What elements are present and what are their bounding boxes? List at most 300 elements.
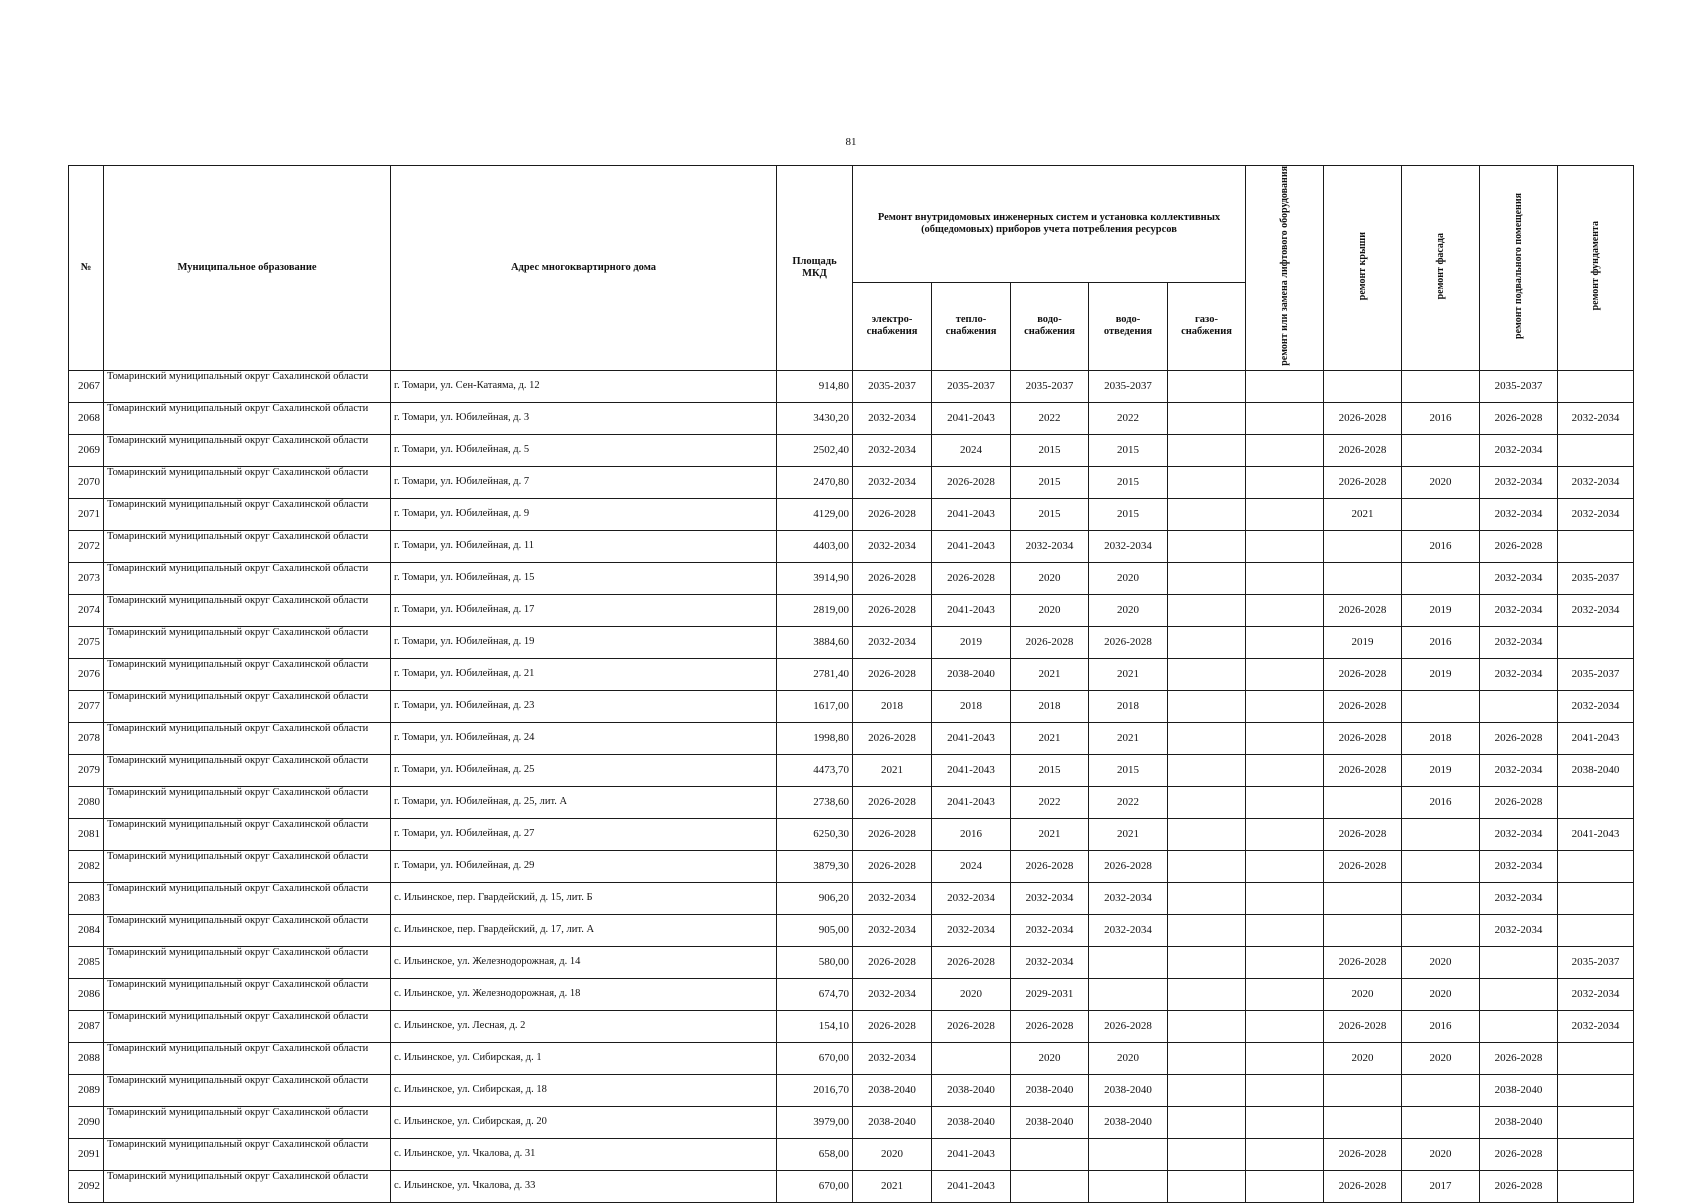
heat-cell: 2018 xyxy=(932,690,1011,722)
row-number: 2079 xyxy=(69,754,104,786)
basement-cell: 2026-2028 xyxy=(1480,1138,1558,1170)
address-cell: г. Томари, ул. Юбилейная, д. 29 xyxy=(391,850,777,882)
table-row xyxy=(69,754,1634,786)
foundation-cell xyxy=(1558,1106,1634,1138)
header-systems-group: Ремонт внутридомовых инженерных систем и установка коллективных (общедомовых) приборов учета потребления ресурсов xyxy=(853,166,1246,283)
gas-cell xyxy=(1168,1010,1246,1042)
foundation-cell xyxy=(1558,370,1634,402)
gas-cell xyxy=(1168,722,1246,754)
basement-cell: 2032-2034 xyxy=(1480,594,1558,626)
water-drain-cell: 2035-2037 xyxy=(1089,370,1168,402)
gas-cell xyxy=(1168,1074,1246,1106)
basement-cell: 2032-2034 xyxy=(1480,466,1558,498)
facade-cell: 2019 xyxy=(1402,658,1480,690)
electro-cell: 2035-2037 xyxy=(853,370,932,402)
facade-cell xyxy=(1402,818,1480,850)
address-cell: с. Ильинское, ул. Железнодорожная, д. 14 xyxy=(391,946,777,978)
address-cell: г. Томари, ул. Юбилейная, д. 23 xyxy=(391,690,777,722)
heat-cell: 2041-2043 xyxy=(932,530,1011,562)
header-facade xyxy=(1402,166,1480,371)
header-address: Адрес многоквартирного дома xyxy=(391,166,777,371)
header-water-supply: водо-снабжения xyxy=(1011,282,1089,370)
municipality-cell: Томаринский муниципальный округ Сахалинской области xyxy=(104,466,391,498)
municipality-cell: Томаринский муниципальный округ Сахалинской области xyxy=(104,786,391,818)
gas-cell xyxy=(1168,530,1246,562)
heat-cell: 2024 xyxy=(932,434,1011,466)
roof-cell xyxy=(1324,1106,1402,1138)
area-cell: 905,00 xyxy=(777,914,853,946)
electro-cell: 2032-2034 xyxy=(853,466,932,498)
roof-cell: 2026-2028 xyxy=(1324,722,1402,754)
water-supply-cell: 2020 xyxy=(1011,562,1089,594)
header-water-drain: водо-отведения xyxy=(1089,282,1168,370)
municipality-cell: Томаринский муниципальный округ Сахалинской области xyxy=(104,722,391,754)
lift-cell xyxy=(1246,850,1324,882)
header-electro: электро-снабжения xyxy=(853,282,932,370)
area-cell: 4403,00 xyxy=(777,530,853,562)
gas-cell xyxy=(1168,818,1246,850)
address-cell: с. Ильинское, ул. Сибирская, д. 1 xyxy=(391,1042,777,1074)
gas-cell xyxy=(1168,1106,1246,1138)
electro-cell: 2026-2028 xyxy=(853,498,932,530)
heat-cell: 2038-2040 xyxy=(932,1074,1011,1106)
header-foundation xyxy=(1558,166,1634,371)
table-row xyxy=(69,402,1634,434)
area-cell: 3879,30 xyxy=(777,850,853,882)
roof-cell: 2026-2028 xyxy=(1324,850,1402,882)
water-supply-cell: 2015 xyxy=(1011,498,1089,530)
table-row xyxy=(69,562,1634,594)
table-row xyxy=(69,690,1634,722)
header-basement-label: ремонт подвального помещения xyxy=(1513,192,1524,339)
municipality-cell: Томаринский муниципальный округ Сахалинской области xyxy=(104,434,391,466)
roof-cell xyxy=(1324,914,1402,946)
foundation-cell xyxy=(1558,434,1634,466)
foundation-cell xyxy=(1558,1170,1634,1202)
facade-cell xyxy=(1402,1106,1480,1138)
water-drain-cell xyxy=(1089,978,1168,1010)
foundation-cell xyxy=(1558,1042,1634,1074)
water-drain-cell: 2015 xyxy=(1089,754,1168,786)
water-supply-cell: 2022 xyxy=(1011,402,1089,434)
basement-cell: 2026-2028 xyxy=(1480,1170,1558,1202)
foundation-cell: 2032-2034 xyxy=(1558,594,1634,626)
roof-cell: 2026-2028 xyxy=(1324,658,1402,690)
water-drain-cell: 2021 xyxy=(1089,818,1168,850)
municipality-cell: Томаринский муниципальный округ Сахалинской области xyxy=(104,1106,391,1138)
gas-cell xyxy=(1168,786,1246,818)
gas-cell xyxy=(1168,370,1246,402)
facade-cell xyxy=(1402,1074,1480,1106)
lift-cell xyxy=(1246,402,1324,434)
facade-cell xyxy=(1402,562,1480,594)
address-cell: г. Томари, ул. Юбилейная, д. 19 xyxy=(391,626,777,658)
table-row xyxy=(69,434,1634,466)
facade-cell: 2016 xyxy=(1402,1010,1480,1042)
lift-cell xyxy=(1246,594,1324,626)
roof-cell: 2026-2028 xyxy=(1324,402,1402,434)
municipality-cell: Томаринский муниципальный округ Сахалинской области xyxy=(104,530,391,562)
electro-cell: 2032-2034 xyxy=(853,530,932,562)
lift-cell xyxy=(1246,1042,1324,1074)
area-cell: 2781,40 xyxy=(777,658,853,690)
roof-cell: 2026-2028 xyxy=(1324,818,1402,850)
lift-cell xyxy=(1246,882,1324,914)
roof-cell: 2026-2028 xyxy=(1324,1138,1402,1170)
electro-cell: 2026-2028 xyxy=(853,818,932,850)
water-drain-cell: 2032-2034 xyxy=(1089,882,1168,914)
foundation-cell xyxy=(1558,530,1634,562)
water-drain-cell xyxy=(1089,946,1168,978)
row-number: 2085 xyxy=(69,946,104,978)
basement-cell: 2026-2028 xyxy=(1480,402,1558,434)
area-cell: 4473,70 xyxy=(777,754,853,786)
lift-cell xyxy=(1246,498,1324,530)
foundation-cell: 2032-2034 xyxy=(1558,402,1634,434)
foundation-cell xyxy=(1558,626,1634,658)
gas-cell xyxy=(1168,434,1246,466)
foundation-cell xyxy=(1558,850,1634,882)
water-supply-cell xyxy=(1011,1138,1089,1170)
water-supply-cell: 2022 xyxy=(1011,786,1089,818)
gas-cell xyxy=(1168,882,1246,914)
area-cell: 914,80 xyxy=(777,370,853,402)
page-number: 81 xyxy=(845,136,857,148)
row-number: 2068 xyxy=(69,402,104,434)
address-cell: г. Томари, ул. Юбилейная, д. 5 xyxy=(391,434,777,466)
water-drain-cell: 2015 xyxy=(1089,466,1168,498)
table-row xyxy=(69,530,1634,562)
electro-cell: 2026-2028 xyxy=(853,658,932,690)
gas-cell xyxy=(1168,402,1246,434)
water-drain-cell: 2020 xyxy=(1089,1042,1168,1074)
basement-cell: 2035-2037 xyxy=(1480,370,1558,402)
lift-cell xyxy=(1246,1170,1324,1202)
municipality-cell: Томаринский муниципальный округ Сахалинской области xyxy=(104,626,391,658)
header-facade-label: ремонт фасада xyxy=(1435,232,1446,300)
facade-cell: 2020 xyxy=(1402,1042,1480,1074)
address-cell: г. Томари, ул. Юбилейная, д. 7 xyxy=(391,466,777,498)
table-row xyxy=(69,658,1634,690)
facade-cell xyxy=(1402,882,1480,914)
table-body xyxy=(69,370,1634,1202)
facade-cell: 2019 xyxy=(1402,754,1480,786)
lift-cell xyxy=(1246,946,1324,978)
municipality-cell: Томаринский муниципальный округ Сахалинской области xyxy=(104,754,391,786)
heat-cell: 2041-2043 xyxy=(932,1170,1011,1202)
heat-cell: 2038-2040 xyxy=(932,1106,1011,1138)
row-number: 2078 xyxy=(69,722,104,754)
water-drain-cell: 2021 xyxy=(1089,722,1168,754)
area-cell: 906,20 xyxy=(777,882,853,914)
gas-cell xyxy=(1168,946,1246,978)
address-cell: г. Томари, ул. Юбилейная, д. 3 xyxy=(391,402,777,434)
row-number: 2077 xyxy=(69,690,104,722)
water-supply-cell: 2035-2037 xyxy=(1011,370,1089,402)
table-row xyxy=(69,786,1634,818)
electro-cell: 2026-2028 xyxy=(853,1010,932,1042)
municipality-cell: Томаринский муниципальный округ Сахалинской области xyxy=(104,402,391,434)
water-supply-cell: 2038-2040 xyxy=(1011,1074,1089,1106)
heat-cell: 2041-2043 xyxy=(932,498,1011,530)
facade-cell: 2019 xyxy=(1402,594,1480,626)
water-supply-cell xyxy=(1011,1170,1089,1202)
row-number: 2086 xyxy=(69,978,104,1010)
address-cell: г. Томари, ул. Юбилейная, д. 17 xyxy=(391,594,777,626)
electro-cell: 2026-2028 xyxy=(853,722,932,754)
roof-cell: 2026-2028 xyxy=(1324,690,1402,722)
header-lift-label: ремонт или замена лифтового оборудования xyxy=(1279,166,1290,366)
water-drain-cell: 2038-2040 xyxy=(1089,1074,1168,1106)
electro-cell: 2032-2034 xyxy=(853,1042,932,1074)
facade-cell: 2017 xyxy=(1402,1170,1480,1202)
gas-cell xyxy=(1168,1170,1246,1202)
foundation-cell xyxy=(1558,1074,1634,1106)
area-cell: 3430,20 xyxy=(777,402,853,434)
heat-cell: 2041-2043 xyxy=(932,402,1011,434)
row-number: 2074 xyxy=(69,594,104,626)
electro-cell: 2032-2034 xyxy=(853,402,932,434)
gas-cell xyxy=(1168,594,1246,626)
foundation-cell: 2032-2034 xyxy=(1558,978,1634,1010)
table-row xyxy=(69,466,1634,498)
facade-cell: 2020 xyxy=(1402,466,1480,498)
water-supply-cell: 2021 xyxy=(1011,658,1089,690)
water-drain-cell: 2026-2028 xyxy=(1089,626,1168,658)
header-municipality: Муниципальное образование xyxy=(104,166,391,371)
lift-cell xyxy=(1246,1138,1324,1170)
electro-cell: 2032-2034 xyxy=(853,434,932,466)
heat-cell: 2041-2043 xyxy=(932,786,1011,818)
area-cell: 1617,00 xyxy=(777,690,853,722)
water-supply-cell: 2015 xyxy=(1011,434,1089,466)
area-cell: 1998,80 xyxy=(777,722,853,754)
roof-cell: 2026-2028 xyxy=(1324,946,1402,978)
heat-cell: 2020 xyxy=(932,978,1011,1010)
electro-cell: 2032-2034 xyxy=(853,626,932,658)
heat-cell: 2024 xyxy=(932,850,1011,882)
basement-cell: 2032-2034 xyxy=(1480,498,1558,530)
lift-cell xyxy=(1246,914,1324,946)
electro-cell: 2032-2034 xyxy=(853,978,932,1010)
row-number: 2084 xyxy=(69,914,104,946)
roof-cell xyxy=(1324,370,1402,402)
heat-cell: 2041-2043 xyxy=(932,594,1011,626)
lift-cell xyxy=(1246,1106,1324,1138)
water-supply-cell: 2020 xyxy=(1011,1042,1089,1074)
row-number: 2089 xyxy=(69,1074,104,1106)
facade-cell: 2016 xyxy=(1402,626,1480,658)
address-cell: с. Ильинское, ул. Чкалова, д. 33 xyxy=(391,1170,777,1202)
water-supply-cell: 2026-2028 xyxy=(1011,626,1089,658)
municipality-cell: Томаринский муниципальный округ Сахалинской области xyxy=(104,1138,391,1170)
basement-cell: 2032-2034 xyxy=(1480,562,1558,594)
row-number: 2076 xyxy=(69,658,104,690)
heat-cell: 2026-2028 xyxy=(932,946,1011,978)
header-row-group xyxy=(69,166,1634,283)
water-supply-cell: 2021 xyxy=(1011,818,1089,850)
basement-cell: 2026-2028 xyxy=(1480,530,1558,562)
area-cell: 2016,70 xyxy=(777,1074,853,1106)
area-cell: 674,70 xyxy=(777,978,853,1010)
address-cell: с. Ильинское, ул. Сибирская, д. 20 xyxy=(391,1106,777,1138)
facade-cell: 2016 xyxy=(1402,402,1480,434)
address-cell: г. Томари, ул. Юбилейная, д. 9 xyxy=(391,498,777,530)
foundation-cell: 2035-2037 xyxy=(1558,658,1634,690)
facade-cell: 2016 xyxy=(1402,786,1480,818)
water-drain-cell: 2032-2034 xyxy=(1089,530,1168,562)
lift-cell xyxy=(1246,690,1324,722)
basement-cell: 2032-2034 xyxy=(1480,754,1558,786)
electro-cell: 2021 xyxy=(853,1170,932,1202)
address-cell: г. Томари, ул. Юбилейная, д. 21 xyxy=(391,658,777,690)
roof-cell: 2026-2028 xyxy=(1324,1170,1402,1202)
water-drain-cell: 2038-2040 xyxy=(1089,1106,1168,1138)
basement-cell: 2032-2034 xyxy=(1480,914,1558,946)
row-number: 2072 xyxy=(69,530,104,562)
municipality-cell: Томаринский муниципальный округ Сахалинской области xyxy=(104,1170,391,1202)
municipality-cell: Томаринский муниципальный округ Сахалинской области xyxy=(104,882,391,914)
facade-cell xyxy=(1402,850,1480,882)
water-supply-cell: 2020 xyxy=(1011,594,1089,626)
lift-cell xyxy=(1246,786,1324,818)
row-number: 2073 xyxy=(69,562,104,594)
facade-cell: 2016 xyxy=(1402,530,1480,562)
basement-cell: 2032-2034 xyxy=(1480,658,1558,690)
foundation-cell: 2032-2034 xyxy=(1558,466,1634,498)
gas-cell xyxy=(1168,690,1246,722)
water-drain-cell: 2015 xyxy=(1089,434,1168,466)
table-row xyxy=(69,946,1634,978)
municipality-cell: Томаринский муниципальный округ Сахалинской области xyxy=(104,818,391,850)
basement-cell: 2032-2034 xyxy=(1480,850,1558,882)
municipality-cell: Томаринский муниципальный округ Сахалинской области xyxy=(104,946,391,978)
heat-cell: 2026-2028 xyxy=(932,466,1011,498)
gas-cell xyxy=(1168,498,1246,530)
roof-cell xyxy=(1324,1074,1402,1106)
basement-cell: 2032-2034 xyxy=(1480,626,1558,658)
area-cell: 670,00 xyxy=(777,1170,853,1202)
row-number: 2088 xyxy=(69,1042,104,1074)
heat-cell: 2032-2034 xyxy=(932,882,1011,914)
water-drain-cell: 2015 xyxy=(1089,498,1168,530)
address-cell: г. Томари, ул. Юбилейная, д. 11 xyxy=(391,530,777,562)
gas-cell xyxy=(1168,914,1246,946)
water-drain-cell: 2022 xyxy=(1089,402,1168,434)
water-drain-cell: 2026-2028 xyxy=(1089,1010,1168,1042)
table-row xyxy=(69,1010,1634,1042)
water-supply-cell: 2018 xyxy=(1011,690,1089,722)
gas-cell xyxy=(1168,466,1246,498)
table-row xyxy=(69,1138,1634,1170)
gas-cell xyxy=(1168,754,1246,786)
electro-cell: 2032-2034 xyxy=(853,914,932,946)
water-supply-cell: 2015 xyxy=(1011,754,1089,786)
header-gas: газо-снабжения xyxy=(1168,282,1246,370)
water-drain-cell: 2026-2028 xyxy=(1089,850,1168,882)
basement-cell xyxy=(1480,978,1558,1010)
area-cell: 154,10 xyxy=(777,1010,853,1042)
area-cell: 2470,80 xyxy=(777,466,853,498)
address-cell: с. Ильинское, ул. Железнодорожная, д. 18 xyxy=(391,978,777,1010)
basement-cell: 2038-2040 xyxy=(1480,1106,1558,1138)
electro-cell: 2021 xyxy=(853,754,932,786)
area-cell: 2502,40 xyxy=(777,434,853,466)
water-supply-cell: 2026-2028 xyxy=(1011,850,1089,882)
heat-cell: 2026-2028 xyxy=(932,562,1011,594)
electro-cell: 2032-2034 xyxy=(853,882,932,914)
area-cell: 3979,00 xyxy=(777,1106,853,1138)
lift-cell xyxy=(1246,658,1324,690)
water-supply-cell: 2026-2028 xyxy=(1011,1010,1089,1042)
lift-cell xyxy=(1246,530,1324,562)
facade-cell: 2020 xyxy=(1402,978,1480,1010)
foundation-cell: 2041-2043 xyxy=(1558,818,1634,850)
area-cell: 580,00 xyxy=(777,946,853,978)
heat-cell: 2041-2043 xyxy=(932,754,1011,786)
foundation-cell xyxy=(1558,914,1634,946)
row-number: 2082 xyxy=(69,850,104,882)
municipality-cell: Томаринский муниципальный округ Сахалинской области xyxy=(104,594,391,626)
lift-cell xyxy=(1246,1074,1324,1106)
area-cell: 658,00 xyxy=(777,1138,853,1170)
water-supply-cell: 2038-2040 xyxy=(1011,1106,1089,1138)
roof-cell: 2026-2028 xyxy=(1324,1010,1402,1042)
electro-cell: 2018 xyxy=(853,690,932,722)
facade-cell xyxy=(1402,370,1480,402)
roof-cell: 2026-2028 xyxy=(1324,754,1402,786)
gas-cell xyxy=(1168,626,1246,658)
roof-cell: 2026-2028 xyxy=(1324,434,1402,466)
gas-cell xyxy=(1168,562,1246,594)
electro-cell: 2026-2028 xyxy=(853,850,932,882)
basement-cell xyxy=(1480,1010,1558,1042)
gas-cell xyxy=(1168,658,1246,690)
roof-cell xyxy=(1324,530,1402,562)
municipality-cell: Томаринский муниципальный округ Сахалинской области xyxy=(104,1042,391,1074)
header-area: Площадь МКД xyxy=(777,166,853,371)
lift-cell xyxy=(1246,466,1324,498)
address-cell: с. Ильинское, ул. Сибирская, д. 18 xyxy=(391,1074,777,1106)
header-roof xyxy=(1324,166,1402,371)
gas-cell xyxy=(1168,1138,1246,1170)
heat-cell: 2035-2037 xyxy=(932,370,1011,402)
lift-cell xyxy=(1246,722,1324,754)
water-drain-cell: 2032-2034 xyxy=(1089,914,1168,946)
lift-cell xyxy=(1246,754,1324,786)
lift-cell xyxy=(1246,978,1324,1010)
address-cell: с. Ильинское, пер. Гвардейский, д. 15, лит. Б xyxy=(391,882,777,914)
gas-cell xyxy=(1168,978,1246,1010)
row-number: 2080 xyxy=(69,786,104,818)
table-row xyxy=(69,1042,1634,1074)
heat-cell: 2026-2028 xyxy=(932,1010,1011,1042)
electro-cell: 2026-2028 xyxy=(853,786,932,818)
foundation-cell: 2038-2040 xyxy=(1558,754,1634,786)
repair-schedule-table xyxy=(68,165,1634,1203)
heat-cell: 2038-2040 xyxy=(932,658,1011,690)
table-row xyxy=(69,498,1634,530)
foundation-cell xyxy=(1558,1138,1634,1170)
row-number: 2069 xyxy=(69,434,104,466)
header-basement xyxy=(1480,166,1558,371)
table-row xyxy=(69,818,1634,850)
basement-cell: 2026-2028 xyxy=(1480,1042,1558,1074)
header-lift xyxy=(1246,166,1324,371)
heat-cell: 2041-2043 xyxy=(932,1138,1011,1170)
header-heat: тепло-снабжения xyxy=(932,282,1011,370)
foundation-cell xyxy=(1558,882,1634,914)
